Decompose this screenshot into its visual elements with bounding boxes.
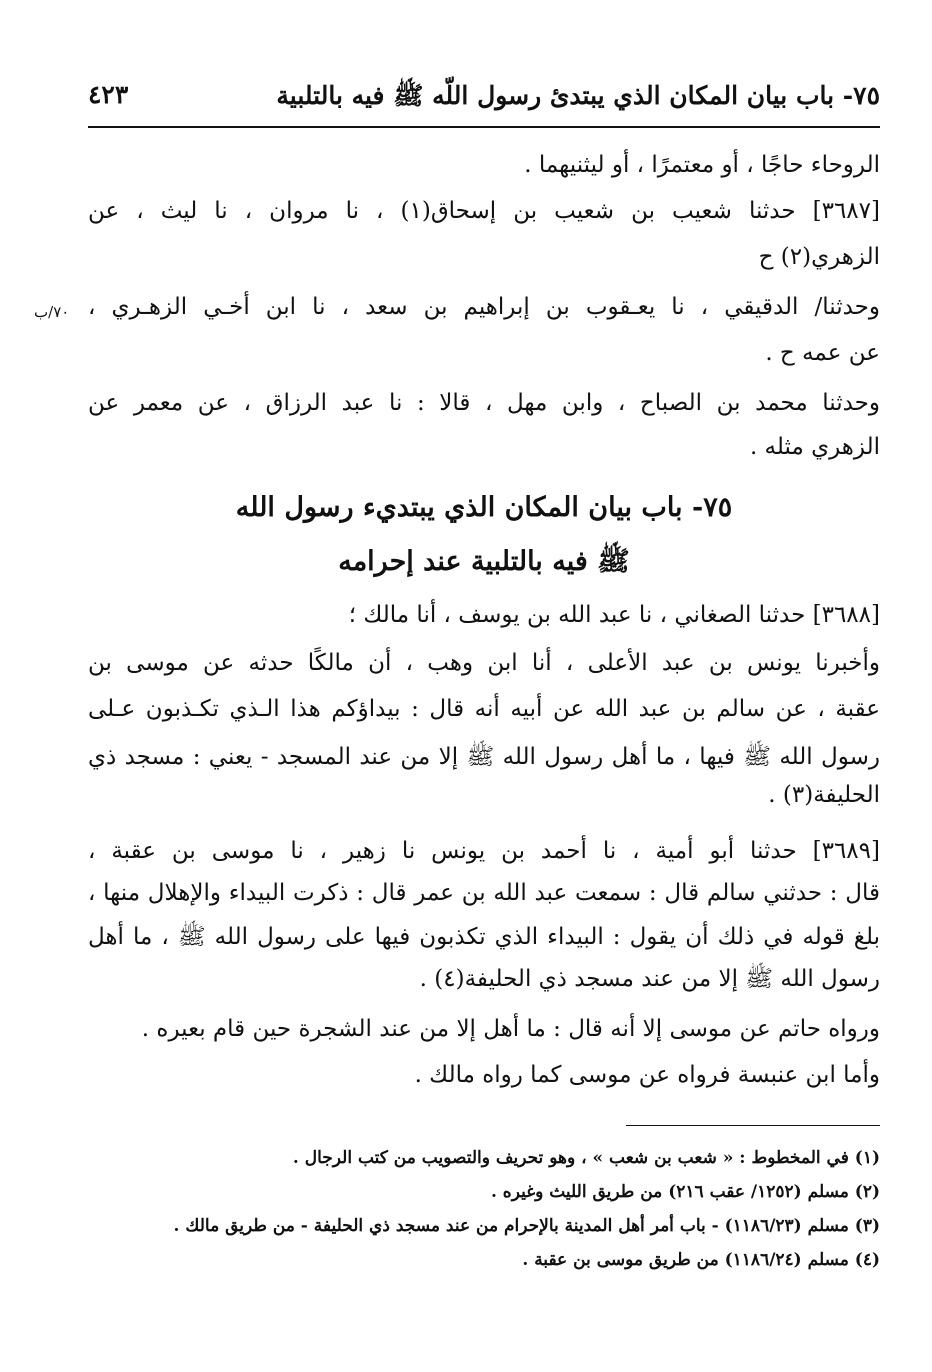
running-header xyxy=(88,70,880,116)
manuscript-folio-note: ٧٠/ب xyxy=(34,303,70,321)
footnote: (٣) مسلم (١١٨٦/٢٣) - باب أمر أهل المدينة بالإحرام من عند مسجد ذي الحليفة - من طريق مالك . xyxy=(173,1216,880,1236)
page-number: ٤٢٣ xyxy=(88,80,129,109)
footnote: (١) في المخطوط : « شعب بن شعب » ، وهو تحريف والتصويب من كتب الرجال . xyxy=(292,1148,880,1168)
text-line: الروحاء حاجًا ، أو معتمرًا ، أو ليثنيهما . xyxy=(524,152,880,178)
text-line: وحدثنا/ الدقيقي ، نا يعـقوب بن إبراهيم بن سعد ، نا ابن أخـي الزهـري ، xyxy=(88,294,880,320)
text-line: عقبة ، عن سالم بن عبد الله عن أبيه أنه قال : بيداؤكم هذا الـذي تكـذبون عـلى xyxy=(88,696,880,722)
running-title: ٧٥- باب بيان المكان الذي يبتدئ رسول اللّه ﷺ فيه بالتلبية xyxy=(276,81,880,110)
text-line: الحليفة(٣) . xyxy=(768,782,880,808)
text-line: عن عمه ح . xyxy=(765,340,880,366)
footnote-separator xyxy=(626,1125,880,1126)
header-rule xyxy=(88,126,880,128)
text-line: قال : حدثني سالم قال : سمعت عبد الله بن عمر قال : ذكرت البيداء والإهلال منها ، xyxy=(88,880,880,906)
footnote: (٤) مسلم (١١٨٦/٢٤) من طريق موسى بن عقبة . xyxy=(522,1250,880,1270)
text-line: رسول الله ﷺ فيها ، ما أهل رسول الله ﷺ إلا من عند المسجد - يعني : مسجد ذي xyxy=(88,744,880,770)
text-line: [٣٦٨٧] حدثنا شعيب بن شعيب بن إسحاق(١) ، نا مروان ، نا ليث ، عن xyxy=(88,198,880,224)
text-line: وحدثنا محمد بن الصباح ، وابن مهل ، قالا : نا عبد الرزاق ، عن معمر عن xyxy=(88,390,880,416)
text-line: [٣٦٨٩] حدثنا أبو أمية ، نا أحمد بن يونس نا زهير ، نا موسى بن عقبة ، xyxy=(88,838,880,864)
text-line: وأما ابن عنبسة فرواه عن موسى كما رواه مالك . xyxy=(414,1062,880,1088)
chapter-heading-line-1: ٧٥- باب بيان المكان الذي يبتديء رسول الله xyxy=(235,492,733,523)
text-line: الزهري مثله . xyxy=(749,434,880,460)
text-line: الزهري(٢) ح xyxy=(758,244,880,270)
chapter-heading-line-2: ﷺ فيه بالتلبية عند إحرامه xyxy=(338,546,630,577)
text-line: وأخبرنا يونس بن عبد الأعلى ، أنا ابن وهب ، أن مالكًا حدثه عن موسى بن xyxy=(88,650,880,676)
text-line: بلغ قوله في ذلك أن يقول : البيداء الذي تكذبون فيها على رسول الله ﷺ ، ما أهل xyxy=(88,924,880,950)
text-line: ورواه حاتم عن موسى إلا أنه قال : ما أهل إلا من عند الشجرة حين قام بعيره . xyxy=(141,1016,880,1042)
text-line: [٣٦٨٨] حدثنا الصغاني ، نا عبد الله بن يوسف ، أنا مالك ؛ xyxy=(348,602,880,628)
footnote: (٢) مسلم (١٢٥٢/ عقب ٢١٦) من طريق الليث وغيره . xyxy=(490,1182,880,1202)
text-line: رسول الله ﷺ إلا من عند مسجد ذي الحليفة(٤) . xyxy=(419,966,880,992)
